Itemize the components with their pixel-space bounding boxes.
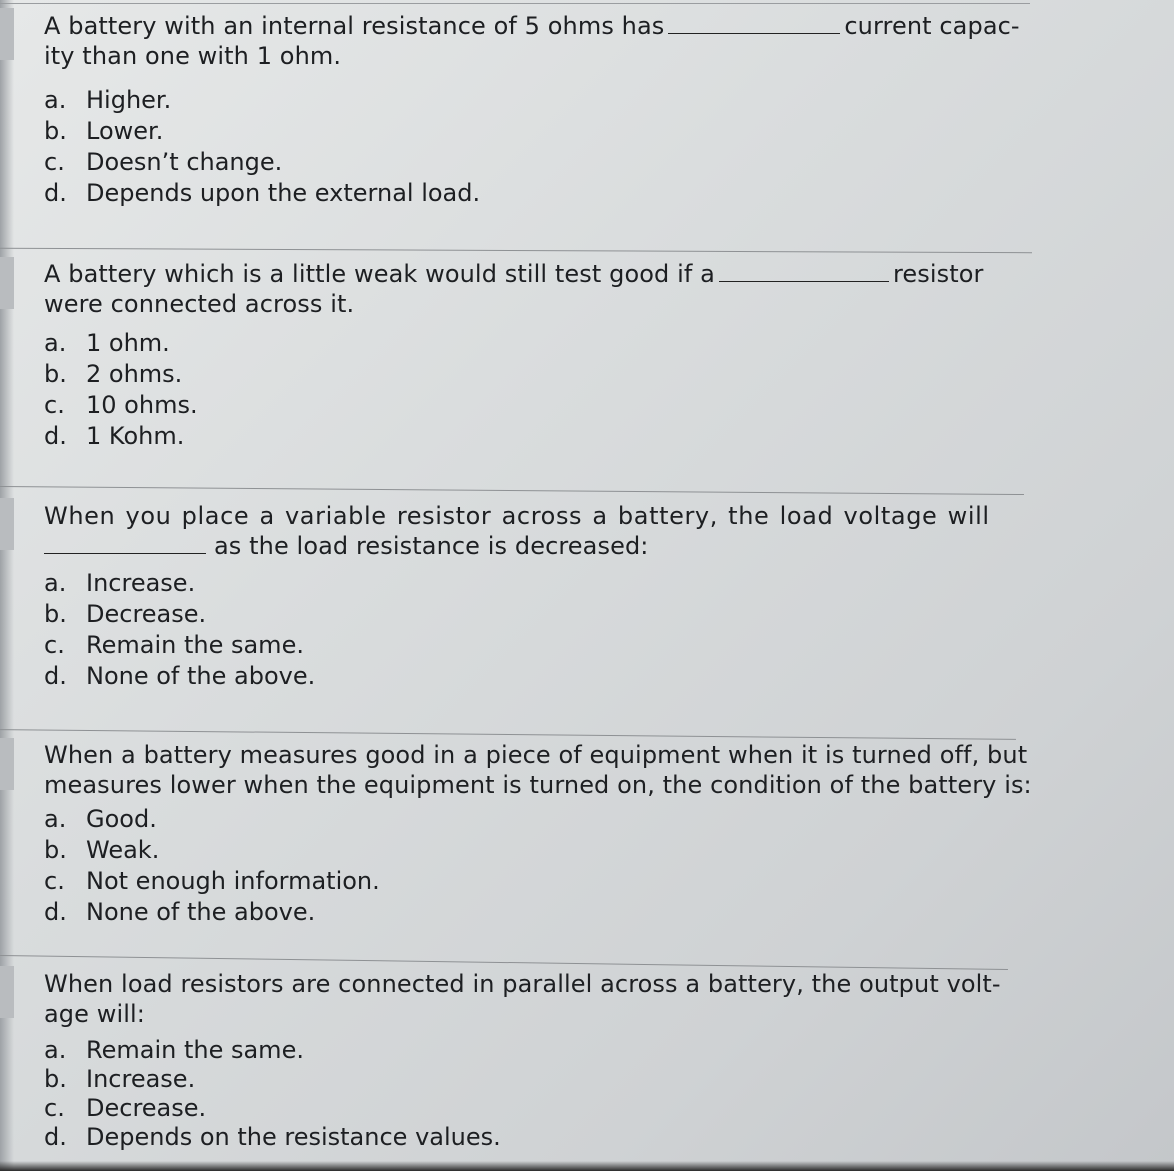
question-separator: [0, 486, 1024, 495]
choice-letter: d.: [44, 662, 67, 690]
choice-b: [44, 1065, 501, 1094]
stem-text: A battery which is a little weak would still test good if a: [44, 260, 715, 288]
stem-line-2: [44, 531, 990, 561]
choice-list: [44, 804, 380, 928]
choice-c: [44, 866, 380, 897]
choice-text: 2 ohms.: [86, 360, 183, 388]
choice-letter: c.: [44, 631, 65, 659]
choice-a: [44, 85, 480, 116]
choice-letter: c.: [44, 1094, 65, 1122]
choice-letter: d.: [44, 1123, 67, 1151]
choice-text: Depends upon the external load.: [86, 179, 481, 207]
choice-text: 1 Kohm.: [86, 422, 185, 450]
choice-list: [44, 328, 198, 452]
stem-line-2: were connected across it.: [44, 290, 355, 318]
choice-letter: b.: [44, 600, 67, 628]
choice-d: [44, 897, 380, 928]
stem-line-1: When load resistors are connected in parallel across a battery, the output volt-: [44, 970, 1001, 998]
question-marker-bar: [0, 8, 14, 60]
question-marker-bar: [0, 257, 14, 309]
question-separator: [0, 729, 1016, 740]
choice-letter: c.: [44, 867, 65, 895]
question-marker-bar: [0, 966, 14, 1018]
question-stem: [44, 969, 1001, 1029]
choice-b: [44, 359, 198, 390]
choice-d: [44, 178, 480, 209]
choice-text: Remain the same.: [86, 631, 304, 659]
choice-text: Higher.: [86, 86, 172, 114]
choice-text: Good.: [86, 805, 157, 833]
answer-blank: [719, 263, 889, 282]
choice-letter: b.: [44, 360, 67, 388]
choice-c: [44, 630, 315, 661]
stem-text: A battery with an internal resistance of 5 ohms has: [44, 12, 665, 40]
choice-letter: b.: [44, 836, 67, 864]
choice-letter: c.: [44, 148, 65, 176]
choice-b: [44, 599, 315, 630]
question-stem: [44, 740, 1032, 800]
choice-letter: b.: [44, 117, 67, 145]
answer-blank: [44, 535, 206, 554]
choice-text: None of the above.: [86, 662, 316, 690]
choice-letter: d.: [44, 422, 67, 450]
question-stem: [44, 11, 1020, 71]
question-stem: [44, 259, 984, 319]
choice-list: [44, 568, 315, 692]
choice-text: Lower.: [86, 117, 164, 145]
choice-a: [44, 804, 380, 835]
stem-line-2: age will:: [44, 1000, 145, 1028]
choice-letter: c.: [44, 391, 65, 419]
choice-letter: a.: [44, 86, 67, 114]
question-stem: [44, 501, 990, 561]
stem-text: as the load resistance is decreased:: [214, 532, 649, 560]
stem-line-1: [44, 11, 1020, 41]
choice-text: Decrease.: [86, 600, 207, 628]
choice-text: 1 ohm.: [86, 329, 170, 357]
choice-c: [44, 1094, 501, 1123]
question-marker-bar: [0, 738, 14, 790]
choice-text: Increase.: [86, 1065, 196, 1093]
question-separator: [0, 248, 1032, 254]
choice-text: Decrease.: [86, 1094, 207, 1122]
choice-b: [44, 835, 380, 866]
choice-b: [44, 116, 480, 147]
stem-line-1: When you place a variable resistor across a battery, the load voltage will: [44, 502, 990, 530]
choice-list: [44, 85, 480, 209]
stem-text: current capac-: [844, 12, 1020, 40]
choice-letter: a.: [44, 805, 67, 833]
stem-line-2: measures lower when the equipment is turned on, the condition of the battery is:: [44, 771, 1032, 799]
choice-letter: a.: [44, 329, 67, 357]
choice-text: Weak.: [86, 836, 160, 864]
choice-d: [44, 1123, 501, 1152]
choice-text: Depends on the resistance values.: [86, 1123, 501, 1151]
choice-text: Doesn’t change.: [86, 148, 283, 176]
choice-a: [44, 568, 315, 599]
choice-text: Remain the same.: [86, 1036, 304, 1064]
choice-letter: a.: [44, 1036, 67, 1064]
choice-letter: b.: [44, 1065, 67, 1093]
choice-letter: a.: [44, 569, 67, 597]
question-separator: [0, 955, 1008, 970]
top-rule: [0, 3, 1030, 4]
choice-text: 10 ohms.: [86, 391, 198, 419]
choice-d: [44, 661, 315, 692]
answer-blank: [668, 15, 840, 34]
stem-line-2: ity than one with 1 ohm.: [44, 42, 342, 70]
choice-c: [44, 390, 198, 421]
choice-letter: d.: [44, 179, 67, 207]
choice-a: [44, 1036, 501, 1065]
choice-text: Increase.: [86, 569, 196, 597]
choice-c: [44, 147, 480, 178]
choice-text: Not enough information.: [86, 867, 380, 895]
choice-d: [44, 421, 198, 452]
choice-a: [44, 328, 198, 359]
question-marker-bar: [0, 498, 14, 550]
stem-line-1: When a battery measures good in a piece of equipment when it is turned off, but: [44, 741, 1028, 769]
choice-list: [44, 1036, 501, 1152]
choice-letter: d.: [44, 898, 67, 926]
photo-bottom-edge: [0, 1161, 1174, 1171]
choice-text: None of the above.: [86, 898, 316, 926]
stem-text: resistor: [892, 260, 984, 288]
stem-line-1: [44, 259, 984, 289]
